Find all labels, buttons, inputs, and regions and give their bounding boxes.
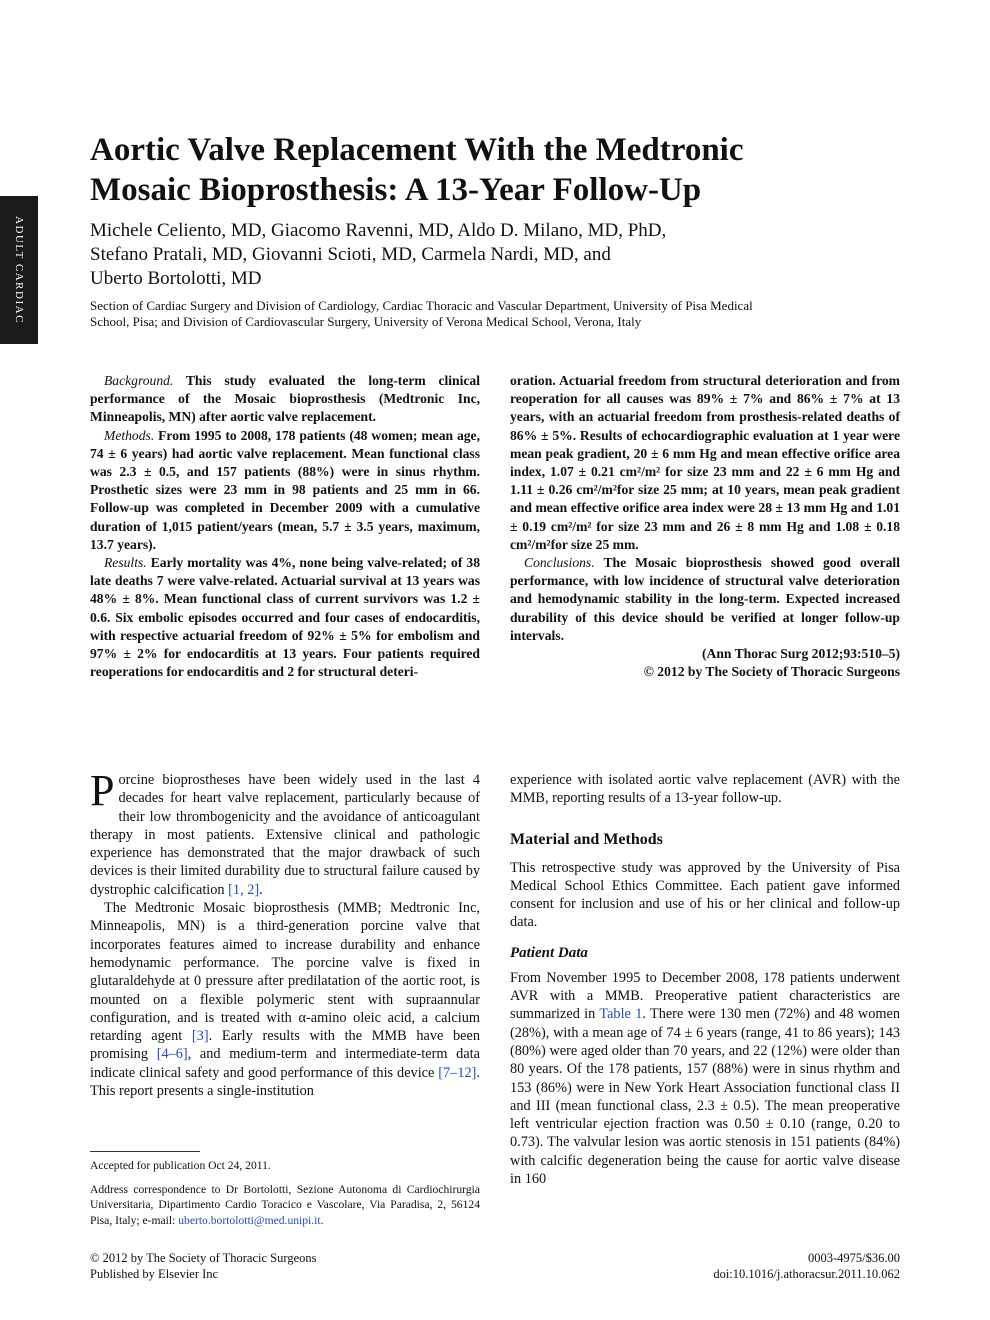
abstract-label: Background. (104, 373, 174, 388)
patient-data-paragraph (510, 969, 900, 1189)
footer-issn-price: 0003-4975/$36.00 (807, 1251, 900, 1265)
abstract-text: Early mortality was 4%, none being valve-related; of 38 late deaths 7 were valve-related. Actuarial survival at 13 years was 48% ± 8%. Mean functional class of current survivors was 1.2 ± 0.6. Six embolic episodes occurred and four cases of endocarditis, with respective actuarial freedom of 92% ± 5% for embolism and 97% ± 2% for endocarditis at 13 years. Four patients required reoperations for endocarditis and 2 for structural deteri- (90, 555, 480, 680)
title-line: Aortic Valve Replacement With the Medtronic (90, 132, 744, 168)
body-left-column (90, 766, 480, 1100)
author-line: Stefano Pratali, MD, Giovanni Scioti, MD, Carmela Nardi, MD, and (90, 244, 611, 265)
abstract-text: This study evaluated the long-term clinical performance of the Mosaic bioprosthesis (Medtronic Inc, Minneapolis, MN) after aortic valve replacement. (90, 373, 480, 425)
affiliation-line: School, Pisa; and Division of Cardiovascular Surgery, University of Verona Medical School, Verona, Italy (90, 314, 642, 329)
affiliation (90, 298, 900, 330)
abstract-right-column (510, 372, 900, 681)
table-link[interactable]: Table 1 (599, 1006, 643, 1023)
author-line: Uberto Bortolotti, MD (90, 268, 262, 289)
intro-paragraph-continued: experience with isolated aortic valve replacement (AVR) with the MMB, reporting results of a 13-year follow-up. (510, 772, 900, 807)
author-list (90, 219, 890, 291)
footnotes (90, 1158, 480, 1228)
footer-right (713, 1251, 900, 1282)
email-link[interactable]: uberto.bortolotti@med.unipi.it (178, 1213, 321, 1227)
footnote-divider (90, 1151, 200, 1152)
abstract-conclusions (510, 554, 900, 645)
section-tab (0, 196, 38, 344)
title-line: Mosaic Bioprosthesis: A 13-Year Follow-Up (90, 172, 702, 208)
intro-paragraph (90, 766, 480, 899)
body-right-column (510, 771, 900, 1188)
section-heading: Material and Methods (510, 830, 663, 848)
correspondence-text: Address correspondence to Dr Bortolotti, Sezione Autonoma di Cardiochirurgia Universitaria, Dipartimento Cardio Toracico e Vascolare, Via Paradisa, 2, 56124 Pisa, Italy; e-mail: (90, 1182, 480, 1227)
intro-paragraph (90, 899, 480, 1100)
journal-citation: (Ann Thorac Surg 2012;93:510–5) (702, 646, 900, 662)
body-text: From November 1995 to December 2008, 178 patients underwent AVR with a MMB. Preoperative patient characteristics are summarized in (510, 969, 900, 1023)
correspondence-note (90, 1182, 480, 1229)
body-text: . Early results with the MMB have been promising (90, 1028, 480, 1063)
footer-left (90, 1251, 316, 1282)
abstract-text: The Mosaic bioprosthesis showed good overall performance, with low incidence of structural valve deterioration and hemodynamic stability in the long-term. Expected increased durability of this device should be verified at longer follow-up intervals. (510, 555, 900, 643)
abstract-text: From 1995 to 2008, 178 patients (48 women; mean age, 74 ± 6 years) had aortic valve replacement. Mean functional class was 2.3 ± 0.5, and 157 patients (88%) were in sinus rhythm. Prosthetic sizes were 23 mm in 98 patients and 25 mm in 66. Follow-up was completed in December 2009 with a cumulative duration of 1,015 patient/years (mean, 5.7 ± 3.5 years, maximum, 13.7 years). (90, 427, 480, 552)
section-tab-label: ADULT CARDIAC (13, 216, 25, 324)
body-text: . (259, 881, 263, 898)
abstract-methods (90, 427, 480, 554)
body-text: , and medium-term and intermediate-term data indicate clinical safety and good performance of this device (90, 1046, 480, 1081)
article-title (90, 130, 890, 210)
drop-cap: P (90, 766, 115, 815)
abstract-copyright: © 2012 by The Society of Thoracic Surgeons (643, 664, 900, 680)
abstract-text: oration. Actuarial freedom from structural deterioration and from reoperation for all causes was 89% ± 7% and 86% ± 7% at 13 years, with an actuarial freedom from prosthesis-related deaths of 86% ± 5%. Results of echocardiographic evaluation at 1 year were mean peak gradient, 20 ± 6 mm Hg and mean effective orifice area index, 1.07 ± 0.21 cm²/m² for size 23 mm and 22 ± 6 mm Hg and 1.11 ± 0.26 cm²/m²for size 25 mm; at 10 years, mean peak gradient and mean effective orifice area index were 28 ± 13 mm Hg and 1.01 ± 0.19 cm²/m² for size 23 mm and 26 ± 8 mm Hg and 1.08 ± 0.18 cm²/m²for size 25 mm. (510, 373, 900, 552)
abstract-left-column (90, 372, 480, 681)
reference-link[interactable]: [7–12] (438, 1064, 477, 1081)
footer-doi: doi:10.1016/j.athoracsur.2011.10.062 (713, 1266, 900, 1281)
abstract-results-continued (510, 372, 900, 554)
author-line: Michele Celiento, MD, Giacomo Ravenni, MD, Aldo D. Milano, MD, PhD, (90, 220, 667, 241)
correspondence-text: . (320, 1213, 324, 1227)
body-text: . This report presents a single-institution (90, 1064, 480, 1100)
abstract-results (90, 554, 480, 681)
reference-link[interactable]: [1, 2] (228, 881, 260, 898)
accepted-note: Accepted for publication Oct 24, 2011. (90, 1159, 271, 1172)
body-text: orcine bioprostheses have been widely used in the last 4 decades for heart valve replacement, particularly because of their low thrombogenicity and the avoidance of anticoagulant therapy in most patients. Extensive clinical and pathologic experience has demonstrated that the major drawback of such devices is their limited durability due to structural failure caused by dystrophic calcification (90, 772, 480, 898)
abstract-label: Methods. (104, 427, 155, 443)
reference-link[interactable]: [4–6] (156, 1046, 188, 1063)
reference-link[interactable]: [3] (191, 1028, 209, 1045)
abstract-background (90, 372, 480, 427)
abstract-label: Conclusions. (524, 555, 595, 571)
body-text: The Medtronic Mosaic bioprosthesis (MMB; Medtronic Inc, Minneapolis, MN) is a third-generation porcine valve that incorporates features aimed to increase durability and enhance hemodynamic performance. The porcine valve is fixed in glutaraldehyde at 0 pressure after predilatation of the aortic root, is mounted on a flexible polymeric stent with supraannular configuration, and is treated with α-amino oleic acid, a calcium retarding agent (90, 900, 480, 1045)
footer-copyright: © 2012 by The Society of Thoracic Surgeons (90, 1251, 317, 1265)
footer-publisher: Published by Elsevier Inc (90, 1266, 219, 1281)
methods-paragraph: This retrospective study was approved by the University of Pisa Medical School Ethics Committee. Each patient gave informed consent for inclusion and use of his or her clinical and follow-up data. (510, 859, 900, 931)
subsection-heading: Patient Data (510, 944, 588, 961)
abstract-label: Results. (104, 555, 147, 571)
body-text: . There were 130 men (72%) and 48 women (28%), with a mean age of 74 ± 6 years (range, 41 to 86 years); 143 (80%) were aged older than 70 years, and 22 (12%) were older than 80 years. Of the 178 patients, 157 (88%) were in sinus rhythm and 153 (86%) were in New York Heart Association functional class II and III (mean functional class, 2.3 ± 0.5). The mean preoperative left ventricular ejection fraction was 0.50 ± 0.10 (range, 0.20 to 0.73). The valvular lesion was aortic stenosis in 151 patients (84%) with calcific degeneration being the cause for aortic valve disease in 160 (510, 1006, 900, 1188)
affiliation-line: Section of Cardiac Surgery and Division of Cardiology, Cardiac Thoracic and Vascular Department, University of Pisa Medical (90, 298, 753, 313)
